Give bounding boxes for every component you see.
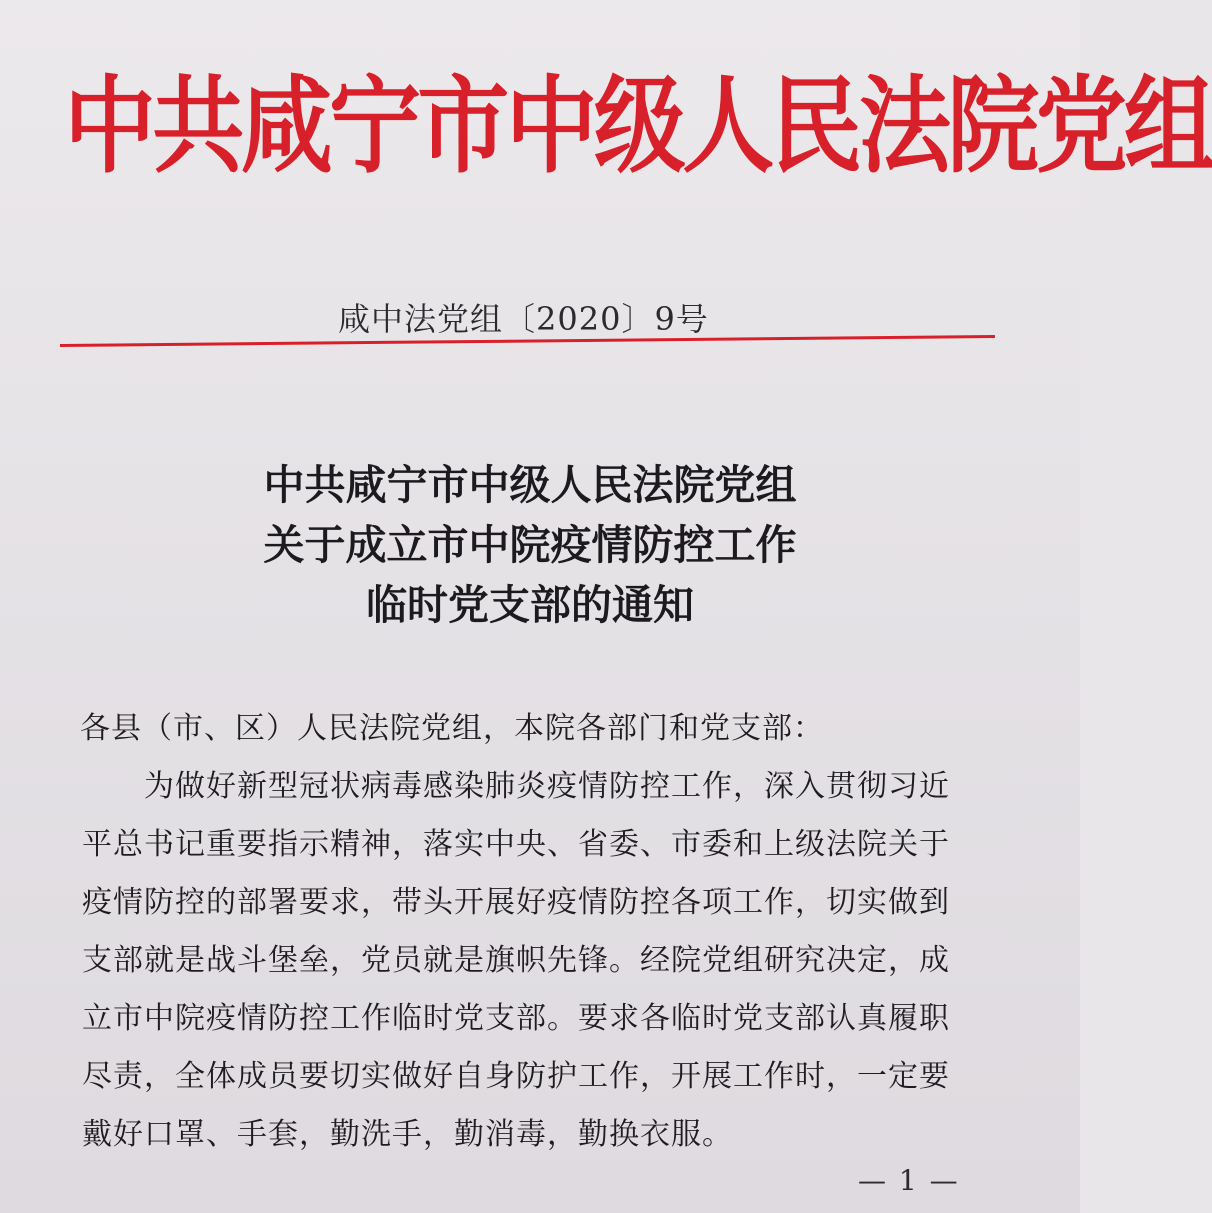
page-number: — 1 — — [858, 1164, 960, 1197]
masthead-title: 中共咸宁市中级人民法院党组 — [64, 65, 1212, 188]
title-line: 临时党支部的通知 — [366, 581, 694, 629]
document-number: 咸中法党组〔2020〕9号 — [338, 300, 709, 338]
body-line: 疫情防控的部署要求，带头开展好疫情防控各项工作，切实做到 — [82, 885, 950, 920]
body-line: 支部就是战斗堡垒，党员就是旗帜先锋。经院党组研究决定，成 — [82, 943, 950, 978]
body-paragraph — [82, 758, 992, 1164]
title-line: 中共咸宁市中级人民法院党组 — [263, 461, 797, 509]
body-line: 为做好新型冠状病毒感染肺炎疫情防控工作，深入贯彻习近 — [144, 769, 950, 804]
body-line: 立市中院疫情防控工作临时党支部。要求各临时党支部认真履职 — [82, 1001, 950, 1036]
notice-title — [150, 455, 910, 635]
body-line: 尽责，全体成员要切实做好自身防护工作，开展工作时，一定要 — [82, 1059, 950, 1094]
body-line: 平总书记重要指示精神，落实中央、省委、市委和上级法院关于 — [82, 827, 950, 862]
title-line: 关于成立市中院疫情防控工作 — [263, 521, 797, 569]
salutation: 各县（市、区）人民法院党组，本院各部门和党支部： — [80, 711, 824, 746]
body-line: 戴好口罩、手套，勤洗手，勤消毒，勤换衣服。 — [82, 1117, 733, 1152]
